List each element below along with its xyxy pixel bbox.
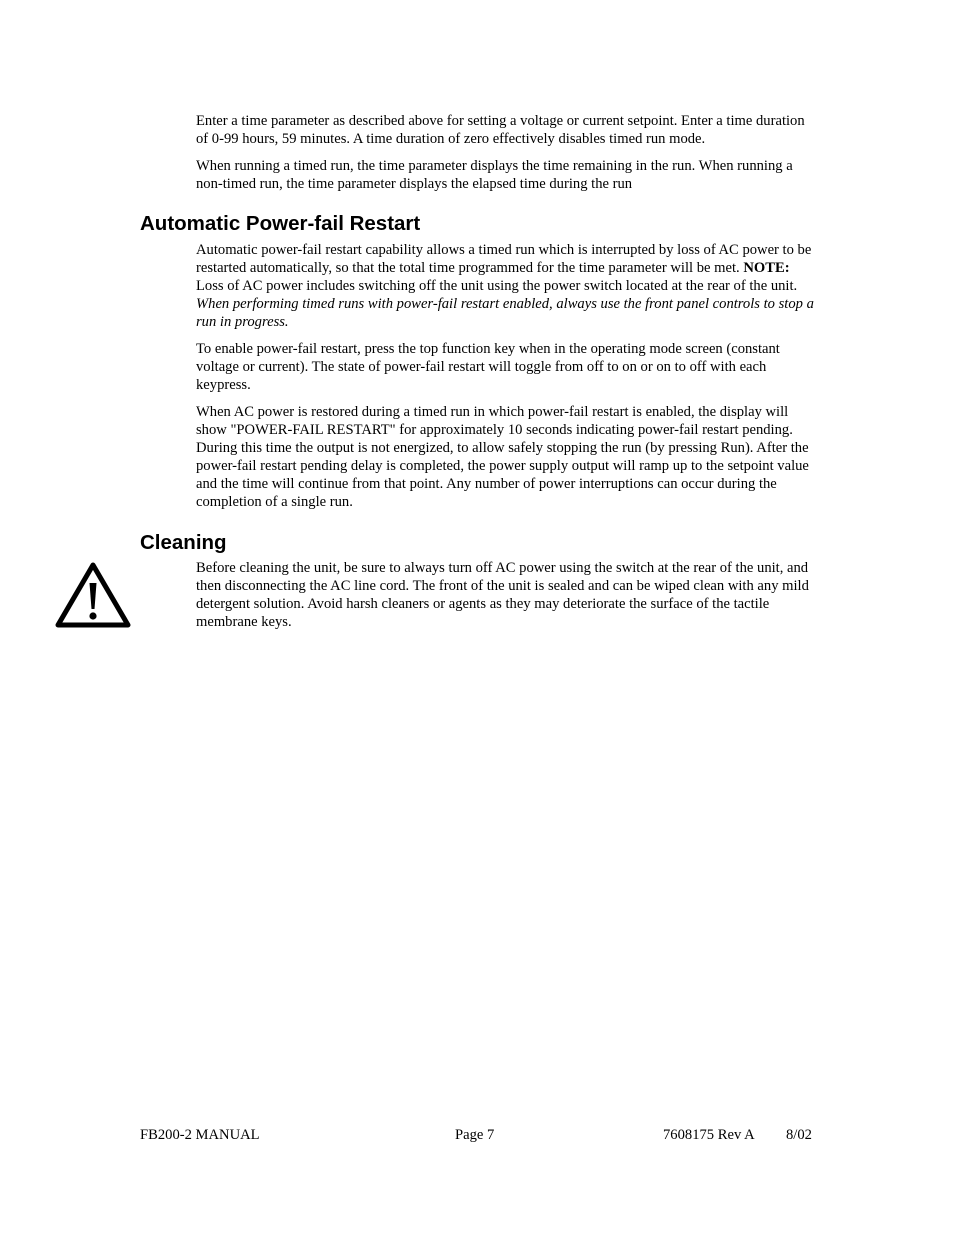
power-fail-paragraph-1-text: Automatic power-fail restart capability allows a timed run which is interrupted by loss of AC power to be restarted automatically, so that the total time programmed for the time parameter will be met. <box>196 242 812 276</box>
timed-run-paragraph-1: Enter a time parameter as described above for setting a voltage or current setpoint. Enter a time duration of 0-99 hours, 59 minutes. A time duration of zero effectively disables timed run mode. <box>196 113 805 147</box>
power-fail-paragraph-1 <box>196 241 816 331</box>
footer-date: 8/02 <box>786 1127 812 1143</box>
timed-run-paragraph-2: When running a timed run, the time parameter displays the time remaining in the run. When running a non-timed run, the time parameter displays the elapsed time during the run <box>196 158 793 192</box>
power-fail-paragraph-2: To enable power-fail restart, press the top function key when in the operating mode screen (constant voltage or current). The state of power-fail restart will toggle from off to on or on to off with each keypress. <box>196 341 780 393</box>
footer-manual-title: FB200-2 MANUAL <box>140 1127 260 1143</box>
power-fail-paragraph-1-note-text: Loss of AC power includes switching off the unit using the power switch located at the rear of the unit. <box>196 278 798 294</box>
footer-page-number: Page 7 <box>455 1127 495 1143</box>
footer-doc-number: 7608175 Rev A <box>663 1127 755 1143</box>
power-fail-heading: Automatic Power-fail Restart <box>140 212 421 235</box>
note-label: NOTE: <box>743 260 790 276</box>
power-fail-warning-italic: When performing timed runs with power-fail restart enabled, always use the front panel controls to stop a run in progress. <box>196 296 814 330</box>
cleaning-paragraph: Before cleaning the unit, be sure to always turn off AC power using the switch at the rear of the unit, and then disconnecting the AC line cord. The front of the unit is sealed and can be wiped clean with any mild detergent solution. Avoid harsh cleaners or agents as they may deteriorate the surface of the tactile membrane keys. <box>196 560 809 630</box>
warning-triangle-icon <box>55 561 131 629</box>
cleaning-heading: Cleaning <box>140 531 227 554</box>
power-fail-paragraph-3: When AC power is restored during a timed run in which power-fail restart is enabled, the display will show "POWER-FAIL RESTART" for approximately 10 seconds indicating power-fail restart pending. During this time the output is not energized, to allow safely stopping the run (by pressing Run). After the power-fail restart pending delay is completed, the power supply output will ramp up to the setpoint value and the time will continue from that point. Any number of power interruptions can occur during the completion of a single run. <box>196 404 809 510</box>
